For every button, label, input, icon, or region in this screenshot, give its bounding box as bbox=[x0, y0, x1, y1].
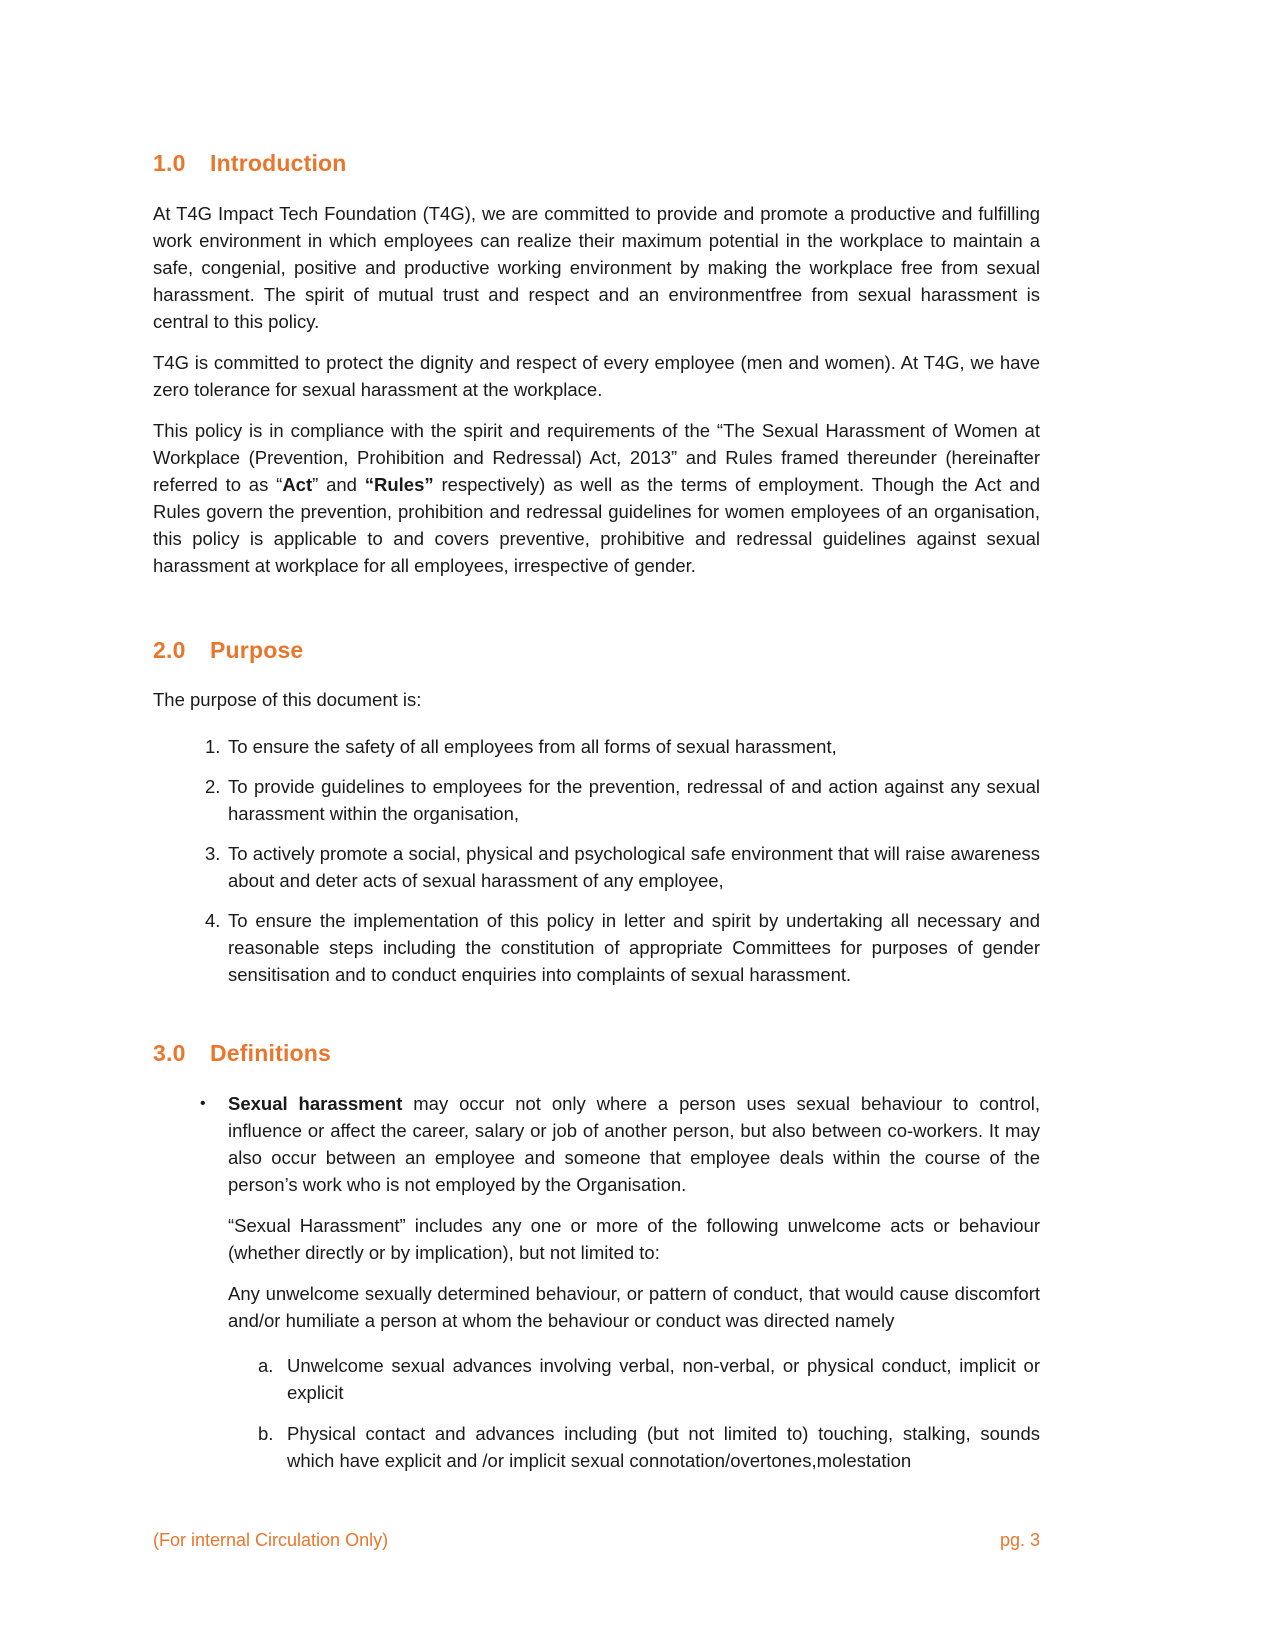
section-purpose bbox=[153, 637, 1040, 989]
bold-term-rules: “Rules” bbox=[364, 473, 434, 495]
paragraph-text: respectively) as well as the terms of employment. Though the Act and Rules govern the prevention, prohibition and redressal guidelines for women employees of an organisation, this policy is applicable to and covers preventive, prohibitive and redressal guidelines against sexual harassment at workplace for all employees, irrespective of gender. bbox=[153, 473, 1041, 576]
list-item bbox=[153, 840, 1040, 894]
purpose-list bbox=[153, 733, 1040, 988]
list-item bbox=[153, 773, 1040, 827]
section-heading-purpose bbox=[153, 637, 1040, 665]
section-title: Definitions bbox=[210, 1040, 332, 1067]
list-item-number: 1. bbox=[205, 736, 221, 758]
section-number: 3.0 bbox=[153, 1040, 186, 1067]
paragraph-text: ” and bbox=[312, 473, 365, 495]
list-item-number: 3. bbox=[205, 843, 221, 865]
paragraph-text: may occur not only where a person uses sexual behaviour to control, influence or affect the career, salary or job of another person, but also between co-workers. It may also occur between an employee and someone that employee deals within the course of the person’s work who is not employed by the Organisation. bbox=[228, 1092, 1040, 1195]
sub-list-item-label: b. bbox=[258, 1422, 274, 1444]
intro-paragraph-3 bbox=[153, 417, 1040, 579]
sub-list-item bbox=[153, 1420, 1040, 1474]
section-definitions bbox=[153, 1040, 1040, 1474]
section-introduction bbox=[153, 150, 1040, 579]
section-heading-definitions bbox=[153, 1040, 1040, 1068]
section-title: Introduction bbox=[210, 150, 347, 176]
list-item-text: To provide guidelines to employees for the prevention, redressal of and action against any sexual harassment within the organisation, bbox=[228, 776, 1040, 825]
intro-paragraph-2: T4G is committed to protect the dignity and respect of every employee (men and women). At T4G, we have zero tolerance for sexual harassment at the workplace. bbox=[153, 351, 1040, 400]
list-item-number: 4. bbox=[205, 910, 221, 932]
definitions-sub-list bbox=[153, 1352, 1040, 1474]
footer-circulation-note: (For internal Circulation Only) bbox=[153, 1530, 389, 1550]
intro-paragraph-1: At T4G Impact Tech Foundation (T4G), we are committed to provide and promote a productive and fulfilling work environment in which employees can realize their maximum potential in the workplace to maintain a safe, congenial, positive and productive working environment by making the workplace free from sexual harassment. The spirit of mutual trust and respect and an environmentfree from sexual harassment is central to this policy. bbox=[153, 202, 1040, 332]
sub-list-item-label: a. bbox=[258, 1354, 274, 1376]
list-item-text: To ensure the implementation of this policy in letter and spirit by undertaking all necessary and reasonable steps including the constitution of appropriate Committees for purposes of gender sensitisation and to conduct enquiries into complaints of sexual harassment. bbox=[228, 910, 1040, 986]
section-heading-introduction bbox=[153, 150, 1040, 178]
list-item bbox=[153, 733, 1040, 760]
page-footer bbox=[153, 1528, 1040, 1552]
list-item-text: To ensure the safety of all employees from all forms of sexual harassment, bbox=[228, 736, 837, 758]
purpose-lead: The purpose of this document is: bbox=[153, 689, 422, 711]
section-number: 1.0 bbox=[153, 150, 186, 176]
list-item bbox=[153, 907, 1040, 988]
section-title: Purpose bbox=[210, 636, 304, 663]
section-number: 2.0 bbox=[153, 636, 186, 663]
definition-bullet-item bbox=[153, 1090, 1040, 1198]
sub-list-item-text: Unwelcome sexual advances involving verbal, non-verbal, or physical conduct, implicit or explicit bbox=[287, 1354, 1040, 1403]
sub-list-item bbox=[153, 1352, 1040, 1406]
bold-term-act: Act bbox=[282, 473, 313, 495]
footer-page-number: pg. 3 bbox=[999, 1530, 1040, 1550]
list-item-number: 2. bbox=[205, 776, 221, 798]
bold-term-sexual-harassment: Sexual harassment bbox=[228, 1092, 403, 1114]
definition-text bbox=[228, 1090, 1040, 1198]
bullet-icon: • bbox=[200, 1094, 206, 1112]
sub-list-item-text: Physical contact and advances including (but not limited to) touching, stalking, sounds which have explicit and /or implicit sexual connotation/overtones,molestation bbox=[287, 1422, 1040, 1471]
definitions-paragraph-3: Any unwelcome sexually determined behaviour, or pattern of conduct, that would cause discomfort and/or humiliate a person at whom the behaviour or conduct was directed namely bbox=[228, 1282, 1040, 1331]
definitions-paragraph-2: “Sexual Harassment” includes any one or more of the following unwelcome acts or behaviour (whether directly or by implication), but not limited to: bbox=[228, 1214, 1040, 1263]
paragraph-text: This policy is in compliance with the spirit and requirements of the “The Sexual Harassment of Women at Workplace (Prevention, Prohibition and Redressal) Act, 2013” and Rules framed thereunder (hereinafter referred to as “ bbox=[153, 419, 1040, 495]
list-item-text: To actively promote a social, physical and psychological safe environment that will raise awareness about and deter acts of sexual harassment of any employee, bbox=[228, 843, 1040, 892]
